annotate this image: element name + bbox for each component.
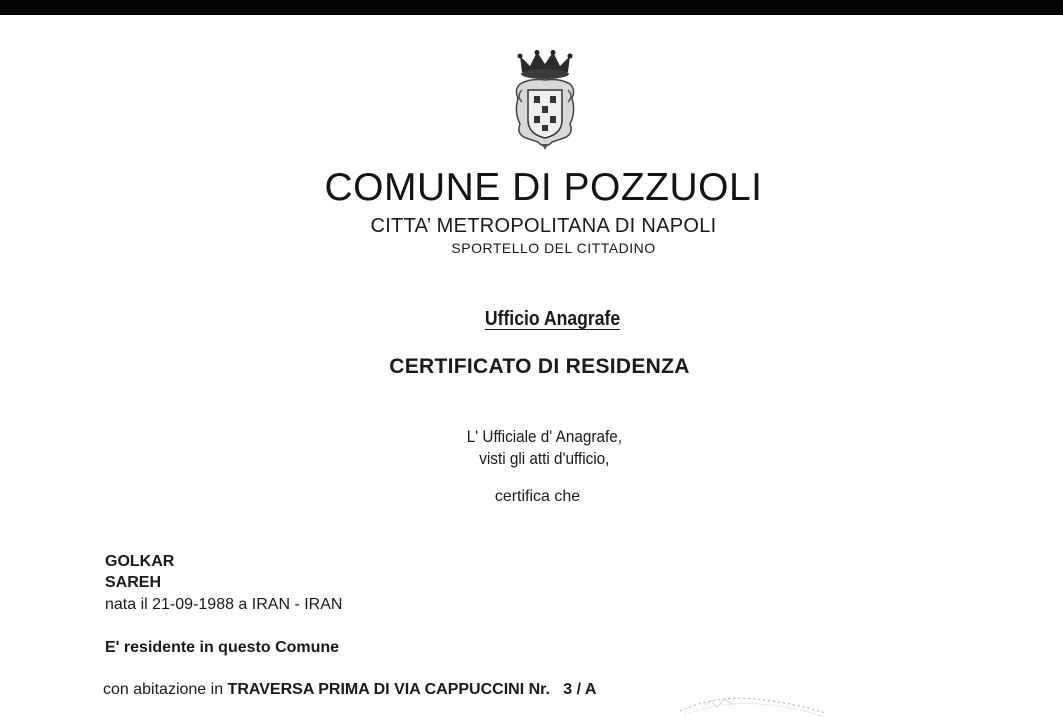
residence-statement: E' residente in questo Comune: [105, 639, 340, 656]
preamble-line-2: visti gli atti d'ufficio,: [479, 449, 610, 468]
coat-of-arms-icon: [512, 50, 578, 152]
official-stamp-icon: [675, 685, 830, 717]
municipality-title: COMUNE DI POZZUOLI: [324, 166, 763, 209]
service-desk-label: SPORTELLO DEL CITTADINO: [451, 240, 656, 256]
certifies-text: certifica che: [494, 488, 581, 505]
residence-address: [103, 680, 596, 700]
officer-preamble: [66, 426, 1023, 470]
address-value: TRAVERSA PRIMA DI VIA CAPPUCCINI Nr. 3 / A: [227, 681, 597, 698]
address-prefix: con abitazione in: [103, 681, 224, 698]
person-birth-details: nata il 21-09-1988 a IRAN - IRAN: [105, 596, 343, 613]
person-first-name: SAREH: [105, 574, 162, 591]
person-surname: GOLKAR: [105, 553, 175, 570]
certificate-title: CERTIFICATO DI RESIDENZA: [389, 355, 690, 378]
metropolitan-city-subtitle: CITTA’ METROPOLITANA DI NAPOLI: [370, 215, 717, 237]
scan-top-border: [0, 0, 1063, 15]
preamble-line-1: L' Ufficiale d' Anagrafe,: [466, 427, 622, 446]
office-heading: Ufficio Anagrafe: [484, 308, 621, 330]
